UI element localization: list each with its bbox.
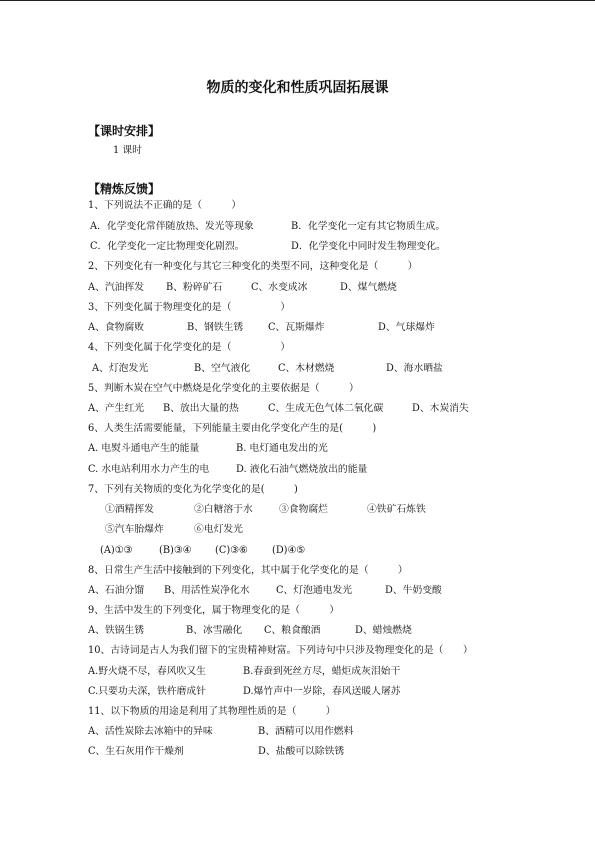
- option-a: A、活性炭除去冰箱中的异味: [88, 726, 213, 737]
- item-4: ④铁矿石炼铁: [367, 504, 426, 515]
- item-5: ⑤汽车胎爆炸: [105, 524, 164, 535]
- option-a: A、铁锅生锈: [88, 625, 145, 636]
- item-6: ⑥电灯发光: [194, 524, 243, 535]
- question-6-stem: 6、人类生活需要能量，下列能量主要由化学变化产生的是( ): [88, 423, 377, 434]
- option-b: B、酒精可以用作燃料: [258, 726, 354, 737]
- section-heading-practice: 【精炼反馈】: [88, 182, 161, 196]
- question-11-stem: 11、以下物质的用途是利用了其物理性质的是（ ）: [88, 706, 336, 717]
- option-b: (B)③④: [159, 545, 192, 556]
- option-c: C. 水电站利用水力产生的电: [88, 464, 210, 475]
- section-heading-schedule: 【课时安排】: [88, 124, 161, 138]
- option-c: C、瓦斯爆炸: [268, 322, 325, 333]
- option-c: C、生成无色气体二氧化碳: [268, 403, 384, 414]
- option-a: A. 电熨斗通电产生的能量: [88, 443, 200, 454]
- option-b: B、放出大量的热: [163, 403, 239, 414]
- option-a: A、灯泡发光: [92, 363, 149, 374]
- option-a: A.野火烧不尽，春风吹又生: [88, 666, 206, 677]
- option-d: D.爆竹声中一岁除，春风送暖人屠苏: [243, 686, 401, 697]
- option-d: D、牛奶变酸: [385, 585, 442, 596]
- option-d: D、木炭消失: [412, 403, 469, 414]
- option-b: B、空气液化: [194, 363, 251, 374]
- option-b: B、粉碎矿石: [166, 282, 223, 293]
- option-b: B、钢铁生锈: [187, 322, 244, 333]
- page-title: 物质的变化和性质巩固拓展课: [206, 80, 389, 96]
- option-d: D．化学变化中同时发生物理变化。: [291, 241, 446, 252]
- question-8-stem: 8、日常生产生活中接触到的下列变化，其中属于化学变化的是（ ）: [88, 565, 408, 576]
- option-b: B.春蚕到死丝方尽，蜡炬成灰泪始干: [243, 666, 401, 677]
- option-c: C．化学变化一定比物理变化剧烈。: [90, 241, 245, 252]
- option-a: (A)①③: [100, 545, 133, 556]
- option-b: B、用活性炭净化水: [164, 585, 250, 596]
- question-4-stem: 4、下列变化属于化学变化的是（ ）: [88, 342, 291, 353]
- option-d: D、海水晒盐: [386, 363, 443, 374]
- question-1-stem: 1、下列说法不正确的是（ ）: [88, 200, 242, 211]
- option-b: B. 电灯通电发出的光: [236, 443, 328, 454]
- question-10-stem: 10、古诗词是古人为我们留下的宝贵精神财富。下列诗句中只涉及物理变化的是（ ）: [88, 645, 473, 656]
- option-a: A．化学变化常伴随放热、发光等现象: [90, 221, 254, 232]
- option-c: C、灯泡通电发光: [276, 585, 353, 596]
- item-2: ②白糖溶于水: [194, 504, 253, 515]
- top-rule: [0, 0, 595, 1]
- option-c: C、水变成冰: [251, 282, 308, 293]
- option-a: A、产生红光: [88, 403, 145, 414]
- option-d: D、煤气燃烧: [340, 282, 397, 293]
- option-a: A、汽油挥发: [88, 282, 145, 293]
- option-d: D、气球爆炸: [378, 322, 435, 333]
- question-5-stem: 5、判断木炭在空气中燃烧是化学变化的主要依据是（ ）: [88, 383, 359, 394]
- option-d: D. 液化石油气燃烧放出的能量: [236, 464, 368, 475]
- option-d: D、盐酸可以除铁锈: [258, 746, 345, 757]
- option-b: B．化学变化一定有其它物质生成。: [291, 221, 446, 232]
- option-c: C.只要功夫深，铁杵磨成针: [88, 686, 207, 697]
- option-c: C、木材燃烧: [278, 363, 335, 374]
- option-c: (C)③⑥: [215, 545, 248, 556]
- schedule-text: 1 课时: [113, 145, 142, 156]
- question-7-stem: 7、下列有关物质的变化为化学变化的是( ): [88, 484, 298, 495]
- option-b: B、冰雪融化: [186, 625, 243, 636]
- item-3: ③食物腐烂: [279, 504, 328, 515]
- question-2-stem: 2、下列变化有一种变化与其它三种变化的类型不同，这种变化是（ ）: [88, 261, 418, 272]
- option-d: (D)④⑤: [272, 545, 306, 556]
- question-9-stem: 9、生活中发生的下列变化，属于物理变化的是（ ）: [88, 605, 340, 616]
- option-c: C、生石灰用作干燥剂: [88, 746, 184, 757]
- option-a: A、食物腐败: [88, 322, 145, 333]
- question-3-stem: 3、下列变化属于物理变化的是（ ）: [88, 302, 291, 313]
- option-c: C、粮食酿酒: [264, 625, 321, 636]
- item-1: ①酒精挥发: [105, 504, 154, 515]
- option-a: A、石油分馏: [88, 585, 145, 596]
- option-d: D、蜡烛燃烧: [355, 625, 412, 636]
